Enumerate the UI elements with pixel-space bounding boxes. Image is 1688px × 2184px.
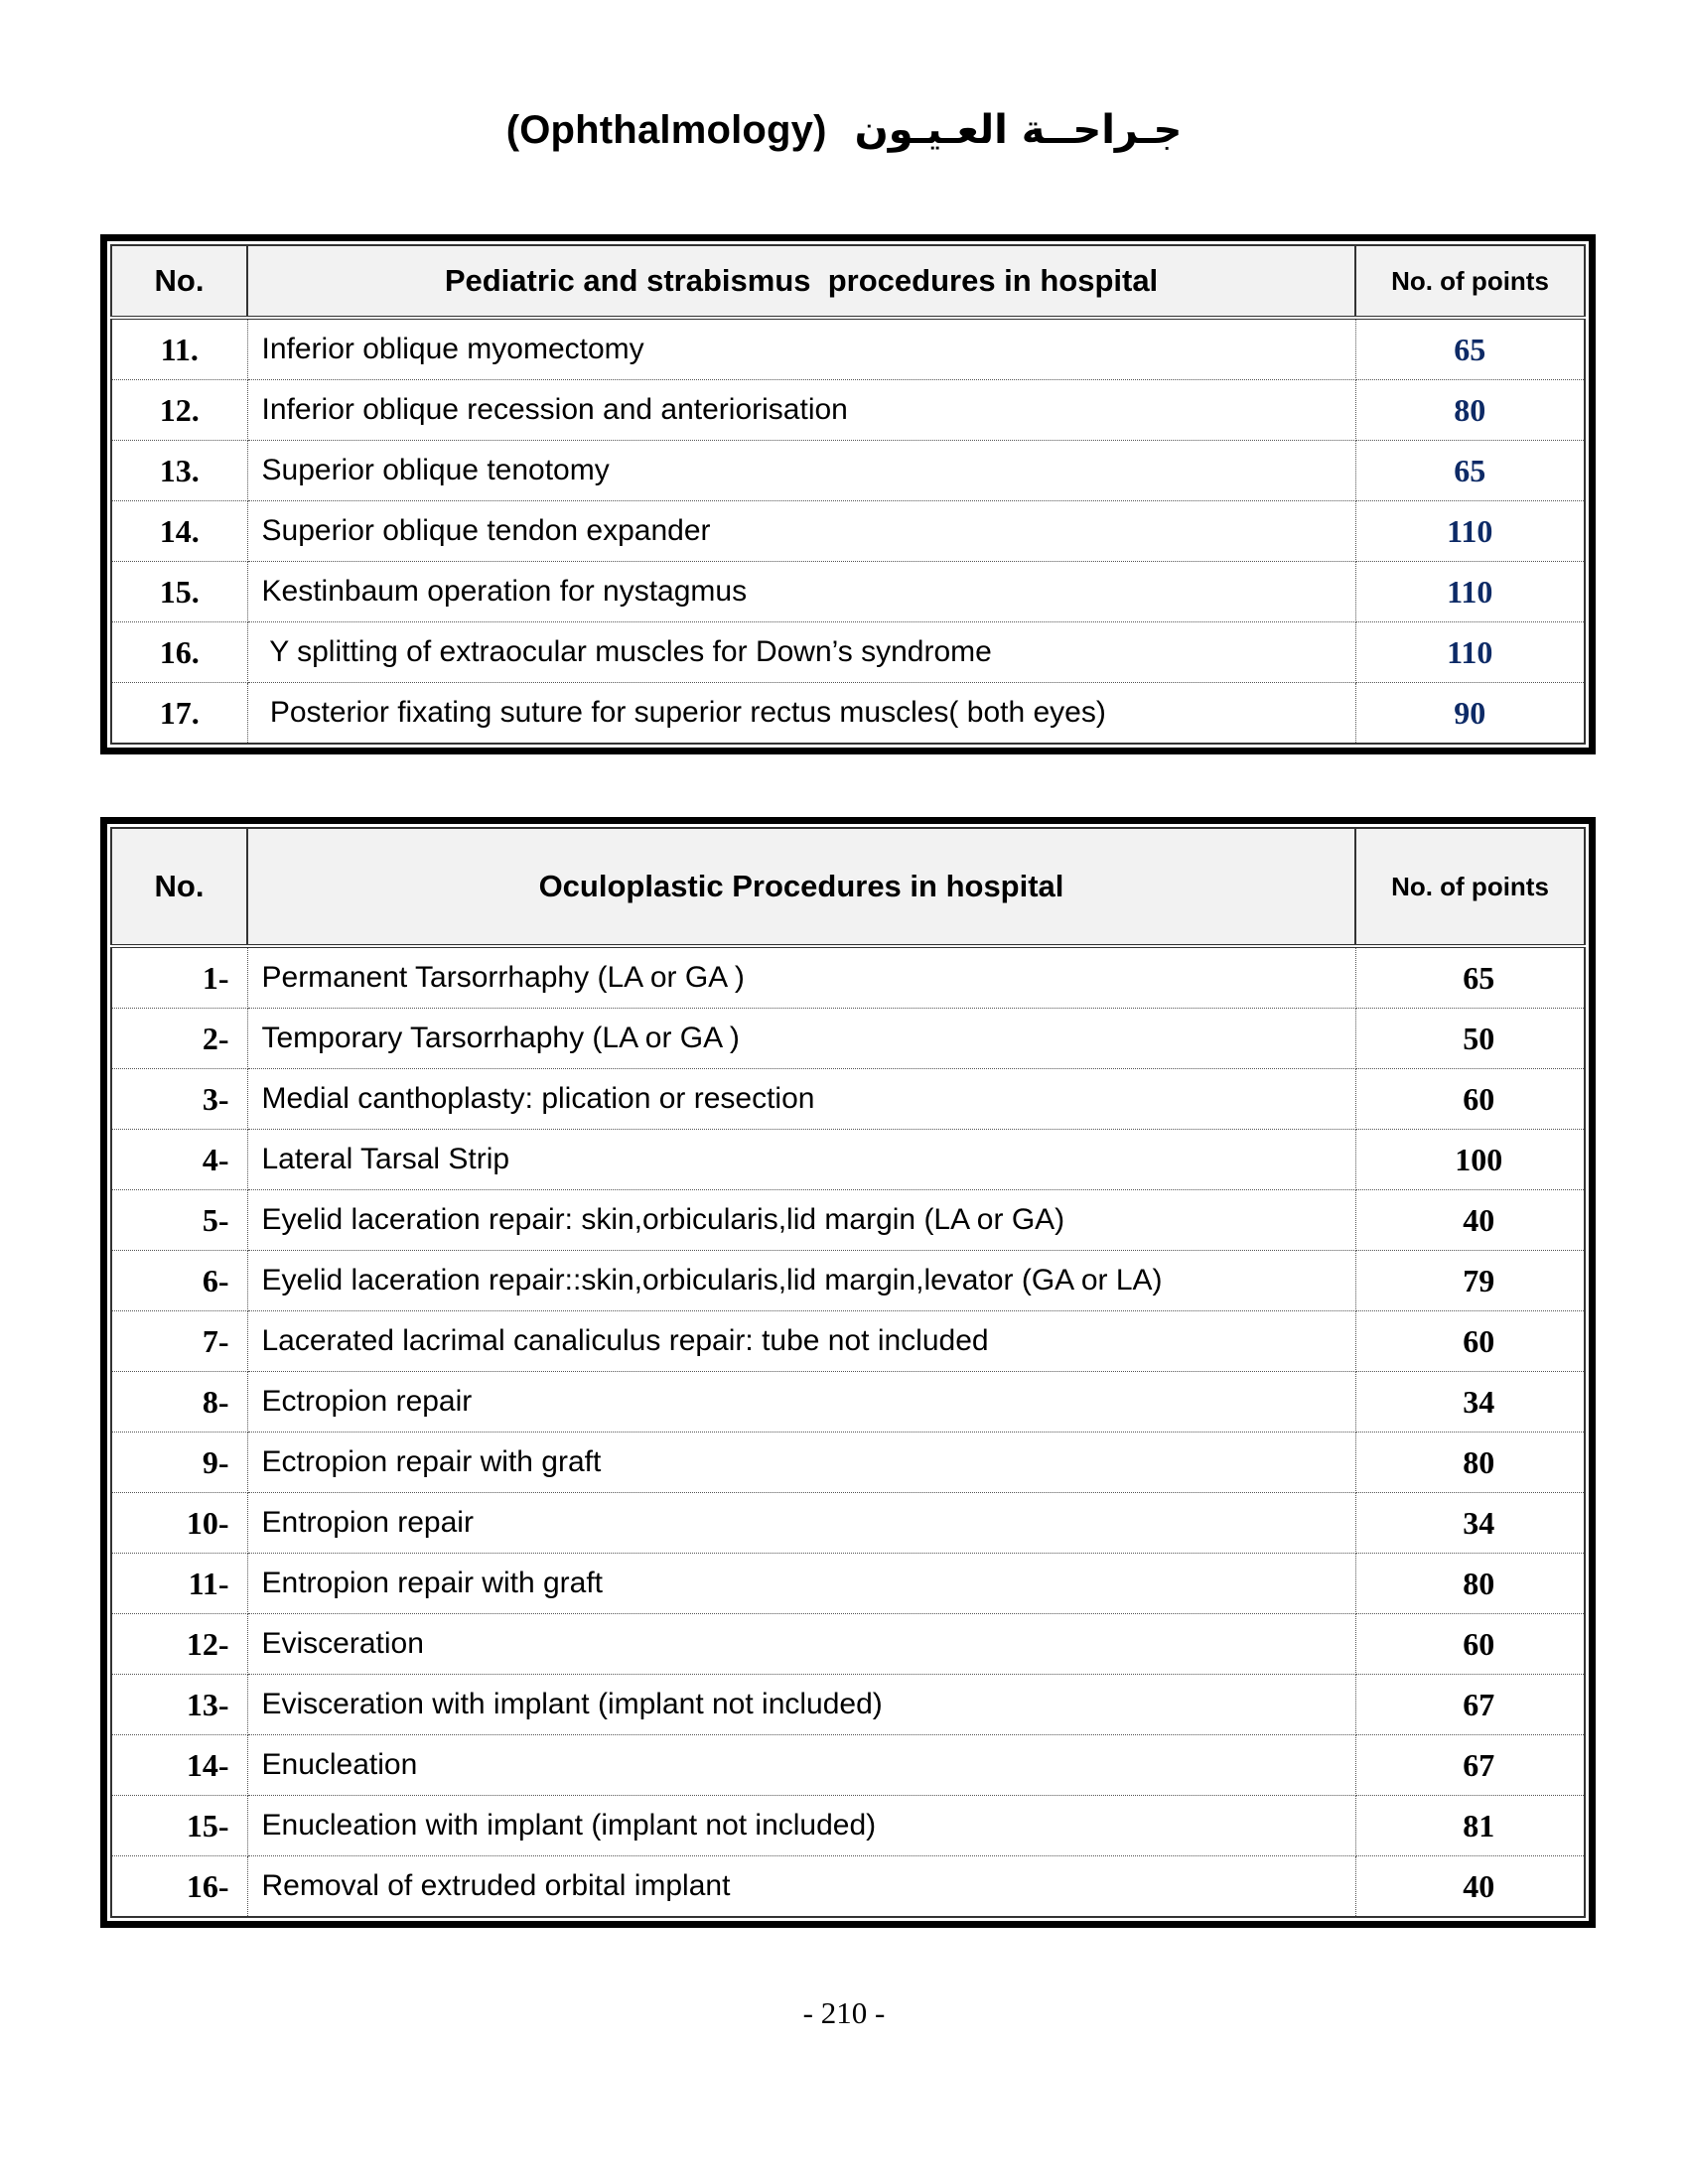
row-number: 5- <box>111 1190 247 1251</box>
table-row <box>111 1069 1585 1130</box>
points-value: 110 <box>1355 622 1585 683</box>
points-value: 100 <box>1355 1130 1585 1190</box>
points-value: 60 <box>1355 1614 1585 1675</box>
procedure-description: Medial canthoplasty: plication or resection <box>247 1069 1355 1130</box>
procedure-description: Lateral Tarsal Strip <box>247 1130 1355 1190</box>
procedure-description: Entropion repair <box>247 1493 1355 1554</box>
row-number: 12- <box>111 1614 247 1675</box>
row-number: 13- <box>111 1675 247 1735</box>
table-header-row <box>111 245 1585 318</box>
row-number: 16. <box>111 622 247 683</box>
procedure-description: Removal of extruded orbital implant <box>247 1856 1355 1918</box>
table-header-row <box>111 828 1585 946</box>
row-number: 4- <box>111 1130 247 1190</box>
row-number: 10- <box>111 1493 247 1554</box>
points-value: 65 <box>1355 946 1585 1009</box>
procedure-description: Permanent Tarsorrhaphy (LA or GA ) <box>247 946 1355 1009</box>
table-row <box>111 1735 1585 1796</box>
points-value: 110 <box>1355 501 1585 562</box>
table-row <box>111 501 1585 562</box>
row-number: 11. <box>111 318 247 380</box>
column-header-points: No. of points <box>1355 245 1585 318</box>
page-title-arabic: جـراحــة العـيـون <box>854 107 1183 153</box>
table-row <box>111 1433 1585 1493</box>
procedure-description: Entropion repair with graft <box>247 1554 1355 1614</box>
procedure-description: Inferior oblique myomectomy <box>247 318 1355 380</box>
page-number: - 210 - <box>802 1995 886 2030</box>
points-value: 60 <box>1355 1311 1585 1372</box>
procedure-description: Enucleation with implant (implant not included) <box>247 1796 1355 1856</box>
points-value: 110 <box>1355 562 1585 622</box>
procedure-description: Ectropion repair <box>247 1372 1355 1433</box>
procedure-description: Superior oblique tenotomy <box>247 441 1355 501</box>
table-row <box>111 946 1585 1009</box>
row-number: 14. <box>111 501 247 562</box>
table-row <box>111 622 1585 683</box>
procedure-description: Eyelid laceration repair::skin,orbicularis,lid margin,levator (GA or LA) <box>247 1251 1355 1311</box>
procedure-description: Posterior fixating suture for superior rectus muscles( both eyes) <box>247 683 1355 745</box>
procedure-description: Lacerated lacrimal canaliculus repair: tube not included <box>247 1311 1355 1372</box>
row-number: 15. <box>111 562 247 622</box>
table-row <box>111 1251 1585 1311</box>
points-value: 79 <box>1355 1251 1585 1311</box>
points-value: 65 <box>1355 318 1585 380</box>
table-row <box>111 1190 1585 1251</box>
table-row <box>111 562 1585 622</box>
points-value: 67 <box>1355 1735 1585 1796</box>
row-number: 11- <box>111 1554 247 1614</box>
points-value: 80 <box>1355 1554 1585 1614</box>
row-number: 14- <box>111 1735 247 1796</box>
row-number: 16- <box>111 1856 247 1918</box>
table-row <box>111 683 1585 745</box>
points-value: 90 <box>1355 683 1585 745</box>
column-header-description: Oculoplastic Procedures in hospital <box>247 828 1355 946</box>
table-row <box>111 1493 1585 1554</box>
column-header-description: Pediatric and strabismus procedures in hospital <box>247 245 1355 318</box>
table-row <box>111 441 1585 501</box>
points-value: 34 <box>1355 1493 1585 1554</box>
procedure-description: Eyelid laceration repair: skin,orbicularis,lid margin (LA or GA) <box>247 1190 1355 1251</box>
table-row <box>111 1614 1585 1675</box>
table-row <box>111 1130 1585 1190</box>
row-number: 3- <box>111 1069 247 1130</box>
procedure-description: Evisceration <box>247 1614 1355 1675</box>
procedure-description: Y splitting of extraocular muscles for Down’s syndrome <box>247 622 1355 683</box>
column-header-no: No. <box>111 245 247 318</box>
table-row <box>111 1675 1585 1735</box>
pediatric-strabismus-table <box>100 234 1596 754</box>
points-value: 40 <box>1355 1856 1585 1918</box>
procedure-description: Temporary Tarsorrhaphy (LA or GA ) <box>247 1009 1355 1069</box>
row-number: 7- <box>111 1311 247 1372</box>
table-row <box>111 1009 1585 1069</box>
table-row <box>111 1856 1585 1918</box>
row-number: 9- <box>111 1433 247 1493</box>
table-row <box>111 1311 1585 1372</box>
procedure-description: Enucleation <box>247 1735 1355 1796</box>
row-number: 1- <box>111 946 247 1009</box>
table-row <box>111 1372 1585 1433</box>
table-row <box>111 380 1585 441</box>
procedure-description: Superior oblique tendon expander <box>247 501 1355 562</box>
page-title-english: (Ophthalmology) <box>505 108 827 152</box>
points-value: 60 <box>1355 1069 1585 1130</box>
procedure-description: Ectropion repair with graft <box>247 1433 1355 1493</box>
points-value: 34 <box>1355 1372 1585 1433</box>
table-row <box>111 1554 1585 1614</box>
procedure-description: Inferior oblique recession and anteriorisation <box>247 380 1355 441</box>
row-number: 6- <box>111 1251 247 1311</box>
procedure-description: Kestinbaum operation for nystagmus <box>247 562 1355 622</box>
table-row <box>111 1796 1585 1856</box>
table-row <box>111 318 1585 380</box>
row-number: 8- <box>111 1372 247 1433</box>
row-number: 13. <box>111 441 247 501</box>
points-value: 40 <box>1355 1190 1585 1251</box>
oculoplastic-table <box>100 817 1596 1928</box>
points-value: 65 <box>1355 441 1585 501</box>
page-title <box>0 107 1688 153</box>
procedure-description: Evisceration with implant (implant not included) <box>247 1675 1355 1735</box>
column-header-points: No. of points <box>1355 828 1585 946</box>
row-number: 2- <box>111 1009 247 1069</box>
points-value: 81 <box>1355 1796 1585 1856</box>
row-number: 17. <box>111 683 247 745</box>
row-number: 12. <box>111 380 247 441</box>
row-number: 15- <box>111 1796 247 1856</box>
column-header-no: No. <box>111 828 247 946</box>
points-value: 67 <box>1355 1675 1585 1735</box>
points-value: 80 <box>1355 1433 1585 1493</box>
points-value: 50 <box>1355 1009 1585 1069</box>
points-value: 80 <box>1355 380 1585 441</box>
